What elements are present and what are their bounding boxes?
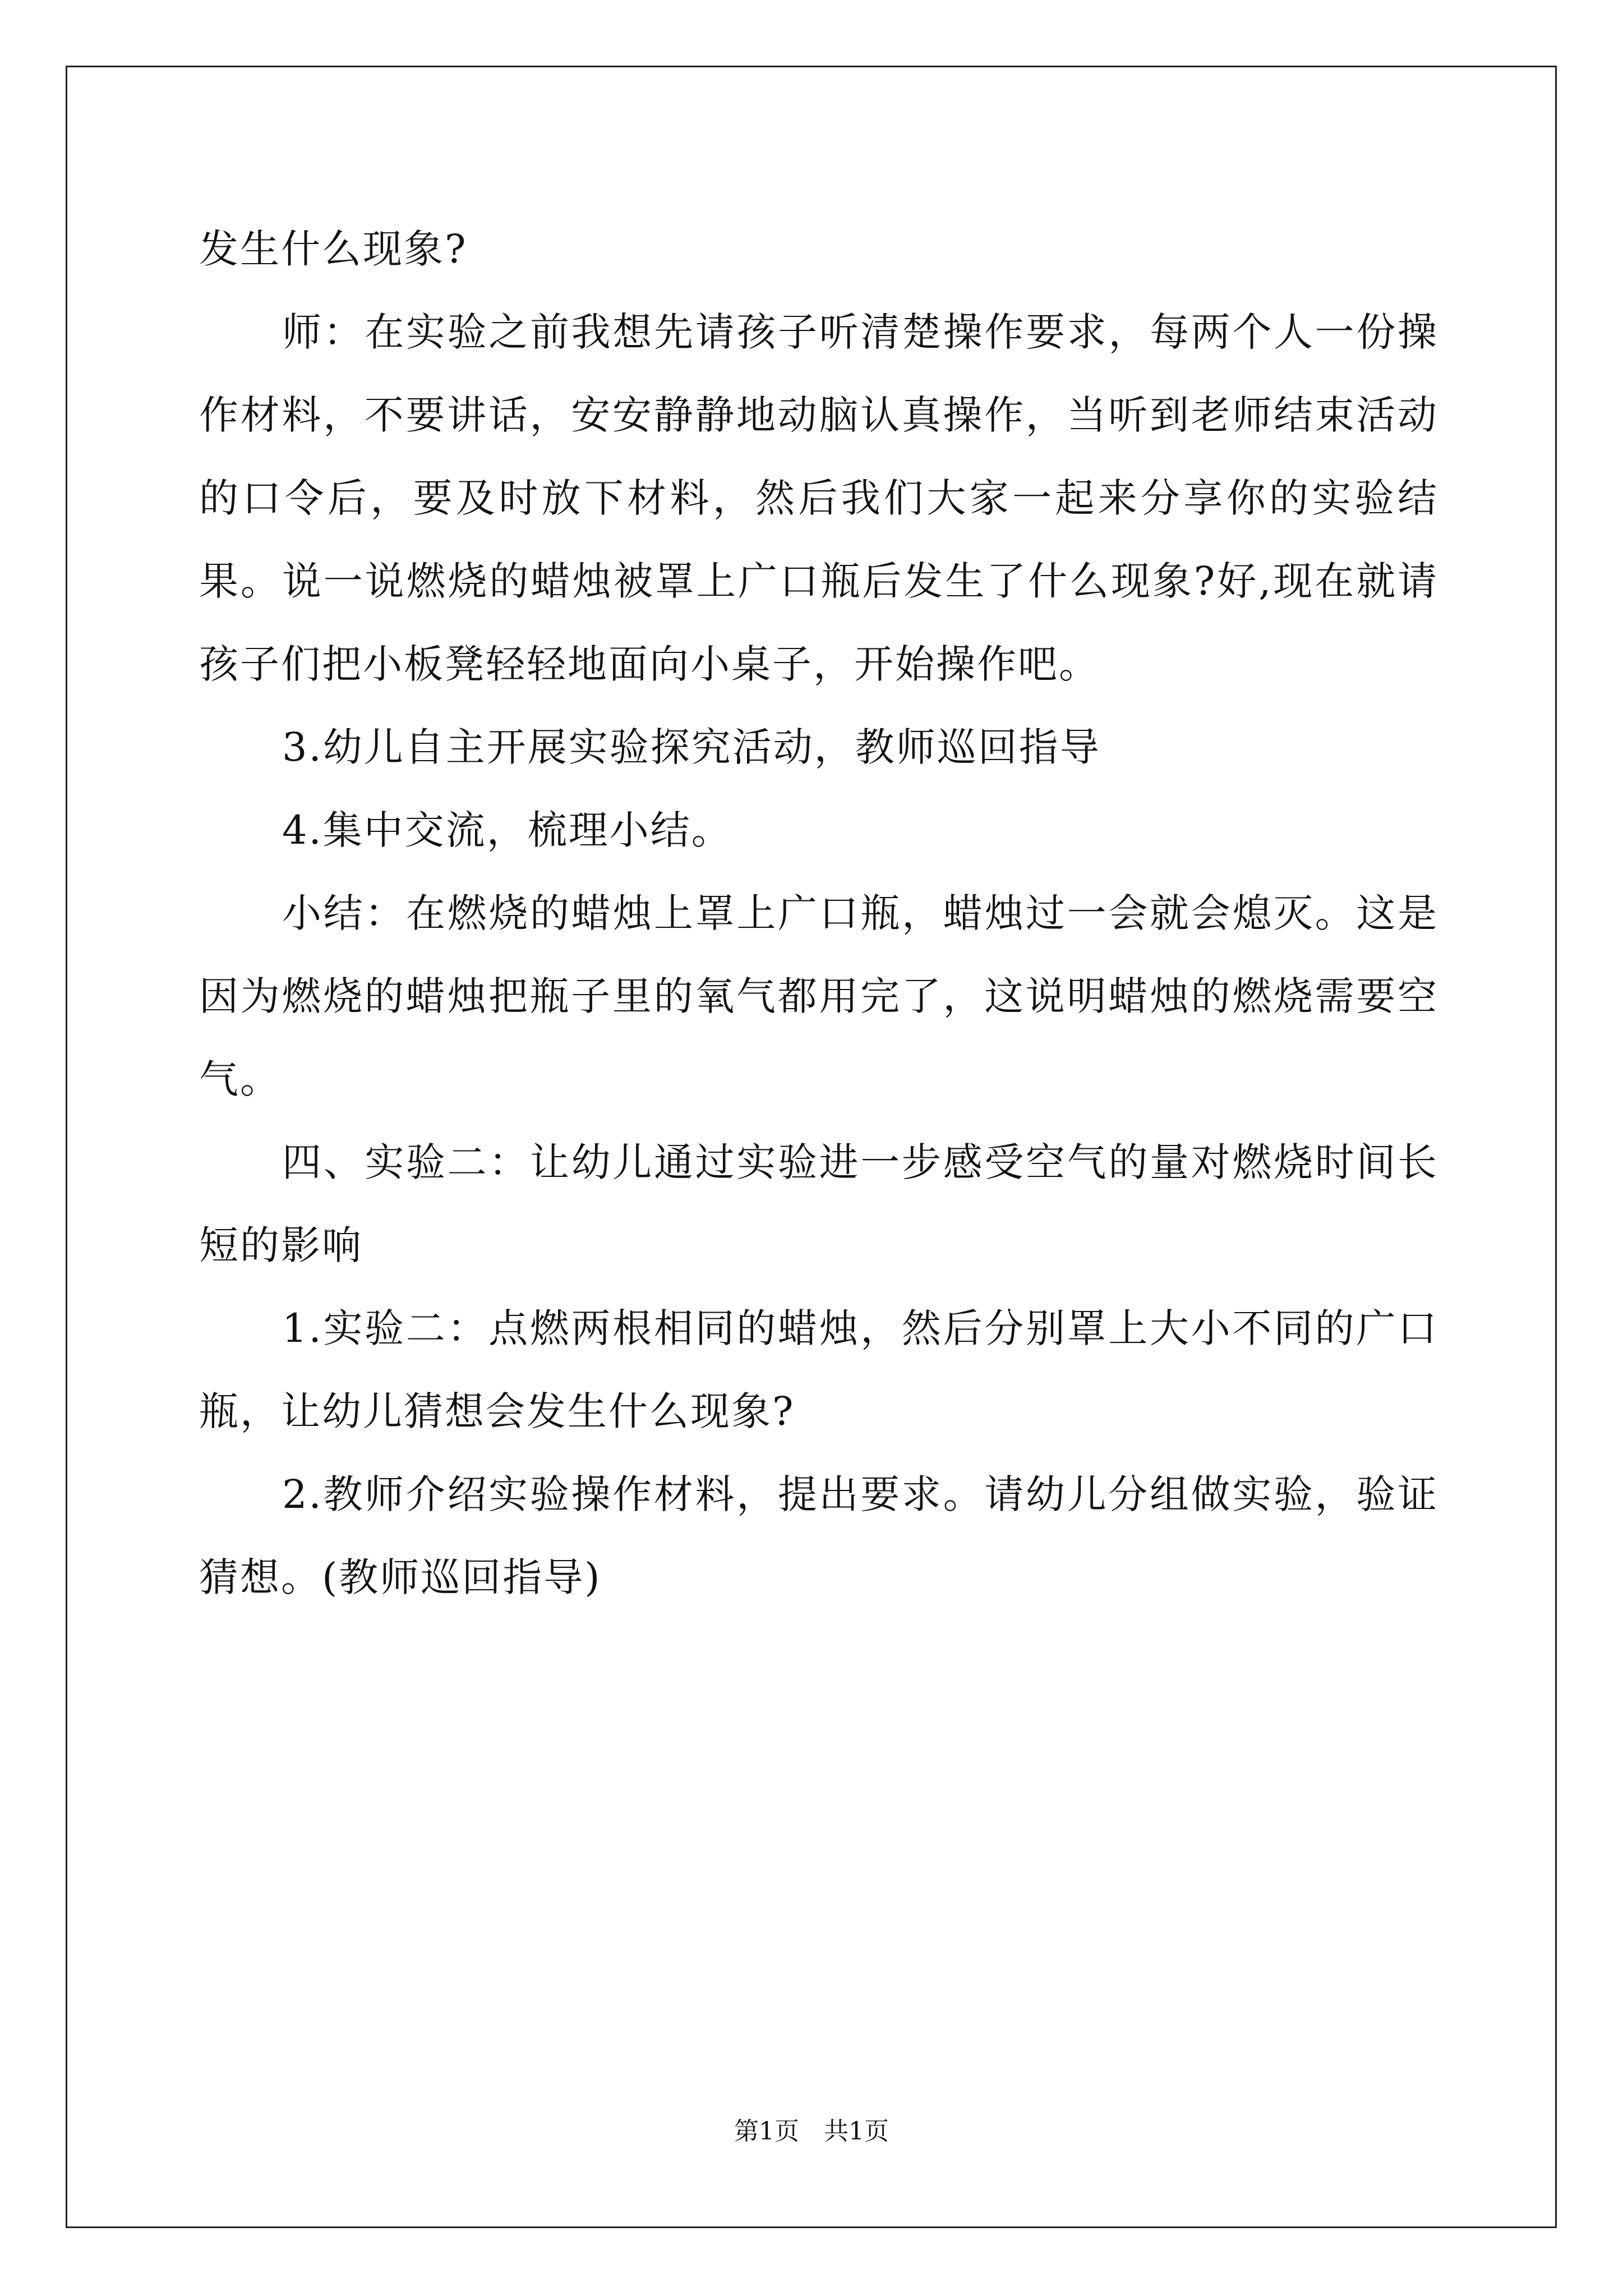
paragraph-experiment-2-step-2: 2.教师介绍实验操作材料，提出要求。请幼儿分组做实验，验证猜想。(教师巡回指导) — [199, 1471, 1438, 1600]
paragraph-continuation: 发生什么现象? — [199, 226, 468, 272]
paragraph-summary: 小结：在燃烧的蜡烛上罩上广口瓶，蜡烛过一会就会熄灭。这是因为燃烧的蜡烛把瓶子里的氧气都用完了，这说明蜡烛的燃烧需要空气。 — [199, 890, 1438, 1102]
paragraph-step-4: 4.集中交流，梳理小结。 — [282, 807, 732, 853]
paragraph-section-4-heading: 四、实验二：让幼儿通过实验进一步感受空气的量对燃烧时间长短的影响 — [199, 1139, 1438, 1268]
page-total: 共1页 — [824, 2117, 889, 2146]
footer-spacer — [799, 2117, 824, 2146]
page-number: 第1页 — [734, 2117, 799, 2146]
paragraph-experiment-2-step-1: 1.实验二：点燃两根相同的蜡烛，然后分别罩上大小不同的广口瓶，让幼儿猜想会发生什么现象? — [199, 1305, 1438, 1434]
document-body — [199, 208, 1438, 1619]
page-footer — [0, 2115, 1623, 2148]
paragraph-teacher-instructions: 师：在实验之前我想先请孩子听清楚操作要求，每两个人一份操作材料，不要讲话，安安静静地动脑认真操作，当听到老师结束活动的口令后，要及时放下材料，然后我们大家一起来分享你的实验结果。说一说燃烧的蜡烛被罩上广口瓶后发生了什么现象?好,现在就请孩子们把小板凳轻轻地面向小桌子，开始操作吧。 — [199, 309, 1438, 687]
paragraph-step-3: 3.幼儿自主开展实验探究活动，教师巡回指导 — [282, 724, 1101, 770]
